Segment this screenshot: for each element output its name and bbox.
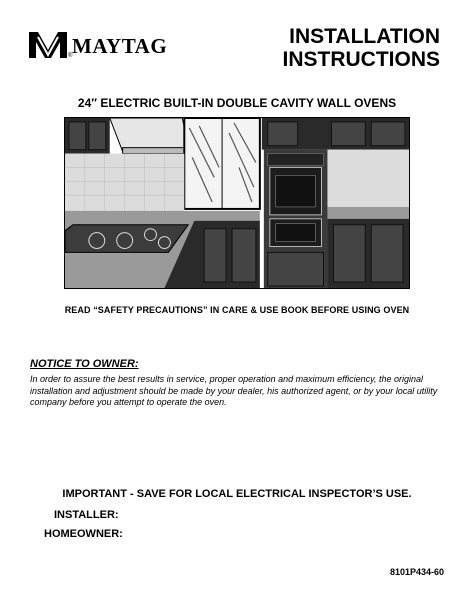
- registered-mark: ®: [68, 53, 73, 59]
- logo-wordmark: MAYTAG: [72, 34, 168, 58]
- maytag-logo: [28, 30, 176, 66]
- notice-body: In order to assure the best results in service, proper operation and maximum efficiency, the original installation and adjustment should be made by your dealer, his authorized agent, or by your local utility company before you attempt to operate the oven.: [30, 374, 438, 407]
- page-title: [260, 25, 440, 71]
- installer-label: INSTALLER:: [54, 509, 119, 521]
- notice-heading: NOTICE TO OWNER:: [30, 358, 139, 370]
- maytag-m-icon: [28, 30, 68, 60]
- important-notice: IMPORTANT - SAVE FOR LOCAL ELECTRICAL INSPECTOR’S USE.: [62, 488, 412, 500]
- product-subtitle: 24″ ELECTRIC BUILT-IN DOUBLE CAVITY WALL OVENS: [77, 96, 397, 110]
- kitchen-illustration: [64, 117, 410, 289]
- title-line-1: INSTALLATION: [289, 25, 440, 48]
- title-line-2: INSTRUCTIONS: [282, 48, 440, 71]
- homeowner-label: HOMEOWNER:: [44, 528, 123, 540]
- safety-notice: READ “SAFETY PRECAUTIONS” IN CARE & USE BOOK BEFORE USING OVEN: [64, 305, 410, 315]
- part-number: 8101P434-60: [389, 567, 444, 577]
